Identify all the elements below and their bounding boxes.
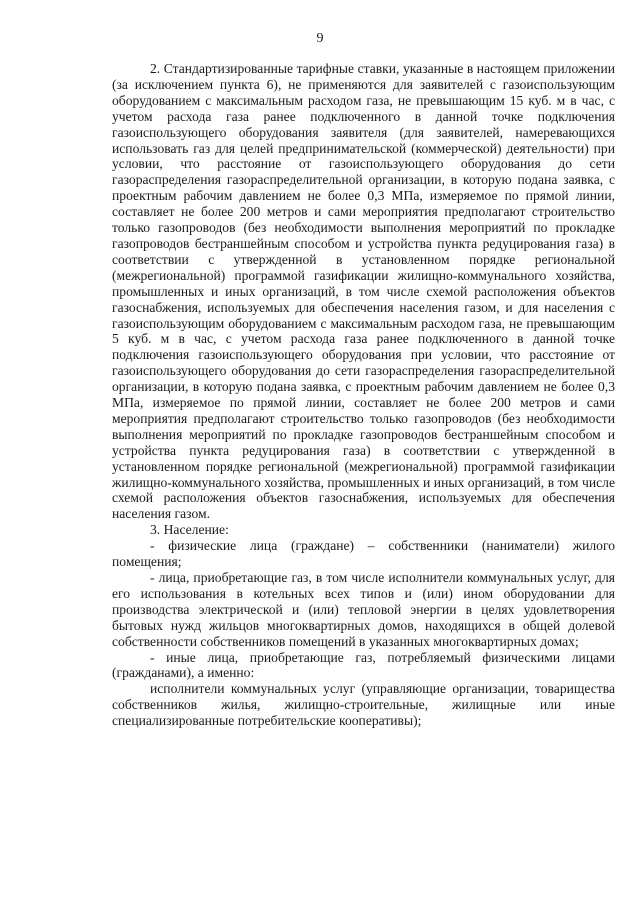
paragraph-tariff-exclusions: 2. Стандартизированные тарифные ставки, указанные в настоящем приложении (за исключением пункта 6), не применяются для заявителей с газоиспользующим оборудованием с максимальным расходом газа, не превышающим 15 куб. м в час, с учетом расхода газа ранее подключенного в данной точке подключения газоиспользующего оборудования заявителя (для заявителей, намеревающихся использовать газ для целей предпринимательской (коммерческой) деятельности) при условии, что расстояние от газоиспользующего оборудования до сети газораспределения газораспределительной организации, в которую подана заявка, с проектным рабочим давлением не более 0,3 МПа, измеряемое по прямой линии, составляет не более 200 метров и сами мероприятия предполагают строительство только газопроводов (без необходимости выполнения мероприятий по прокладке газопроводов бестраншейным способом и устройства пункта редуцирования газа) в соответствии с утвержденной в установленном порядке региональной (межрегиональной) программой газификации жилищно-коммунального хозяйства, промышленных и иных организаций, в том числе схемой расположения объектов газоснабжения, используемых для обеспечения населения газом, и для населения с газоиспользующим оборудованием с максимальным расходом газа, не превышающим 5 куб. м в час, с учетом расхода газа ранее подключенного в данной точке подключения газоиспользующего оборудования при условии, что расстояние от газоиспользующего оборудования до сети газораспределения газораспределительной организации, в которую подана заявка, с проектным рабочим давлением не более 0,3 МПа, измеряемое по прямой линии, составляет не более 200 метров и сами мероприятия предполагают строительство только газопроводов (без необходимости выполнения мероприятий по прокладке газопроводов бестраншейным способом и устройства пункта редуцирования газа) в соответствии с утвержденной в установленном порядке региональной (межрегиональной) программой газификации жилищно-коммунального хозяйства, промышленных и иных организаций, в том числе схемой расположения объектов газоснабжения, используемых для обеспечения населения газом. <box>112 61 615 522</box>
page-number: 9 <box>316 31 324 46</box>
document-body <box>112 61 615 729</box>
paragraph-utility-providers: исполнители коммунальных услуг (управляющие организации, товарищества собственников жилья, жилищно-строительные, жилищные или иные специализированные потребительские кооперативы); <box>112 681 615 729</box>
paragraph-gas-buyers: - лица, приобретающие газ, в том числе исполнители коммунальных услуг, для его использования в котельных всех типов и (или) ином оборудовании для производства электрической и (или) тепловой энергии в целях удовлетворения бытовых нужд жильцов многоквартирных домов, находящихся в общей долевой собственности собственников помещений в указанных многоквартирных домах; <box>112 570 615 649</box>
paragraph-other-persons: - иные лица, приобретающие газ, потребляемый физическими лицами (гражданами), а именно: <box>112 649 615 681</box>
paragraph-population-heading: 3. Население: <box>150 522 229 538</box>
paragraph-individuals: - физические лица (граждане) – собственники (наниматели) жилого помещения; <box>112 538 615 570</box>
